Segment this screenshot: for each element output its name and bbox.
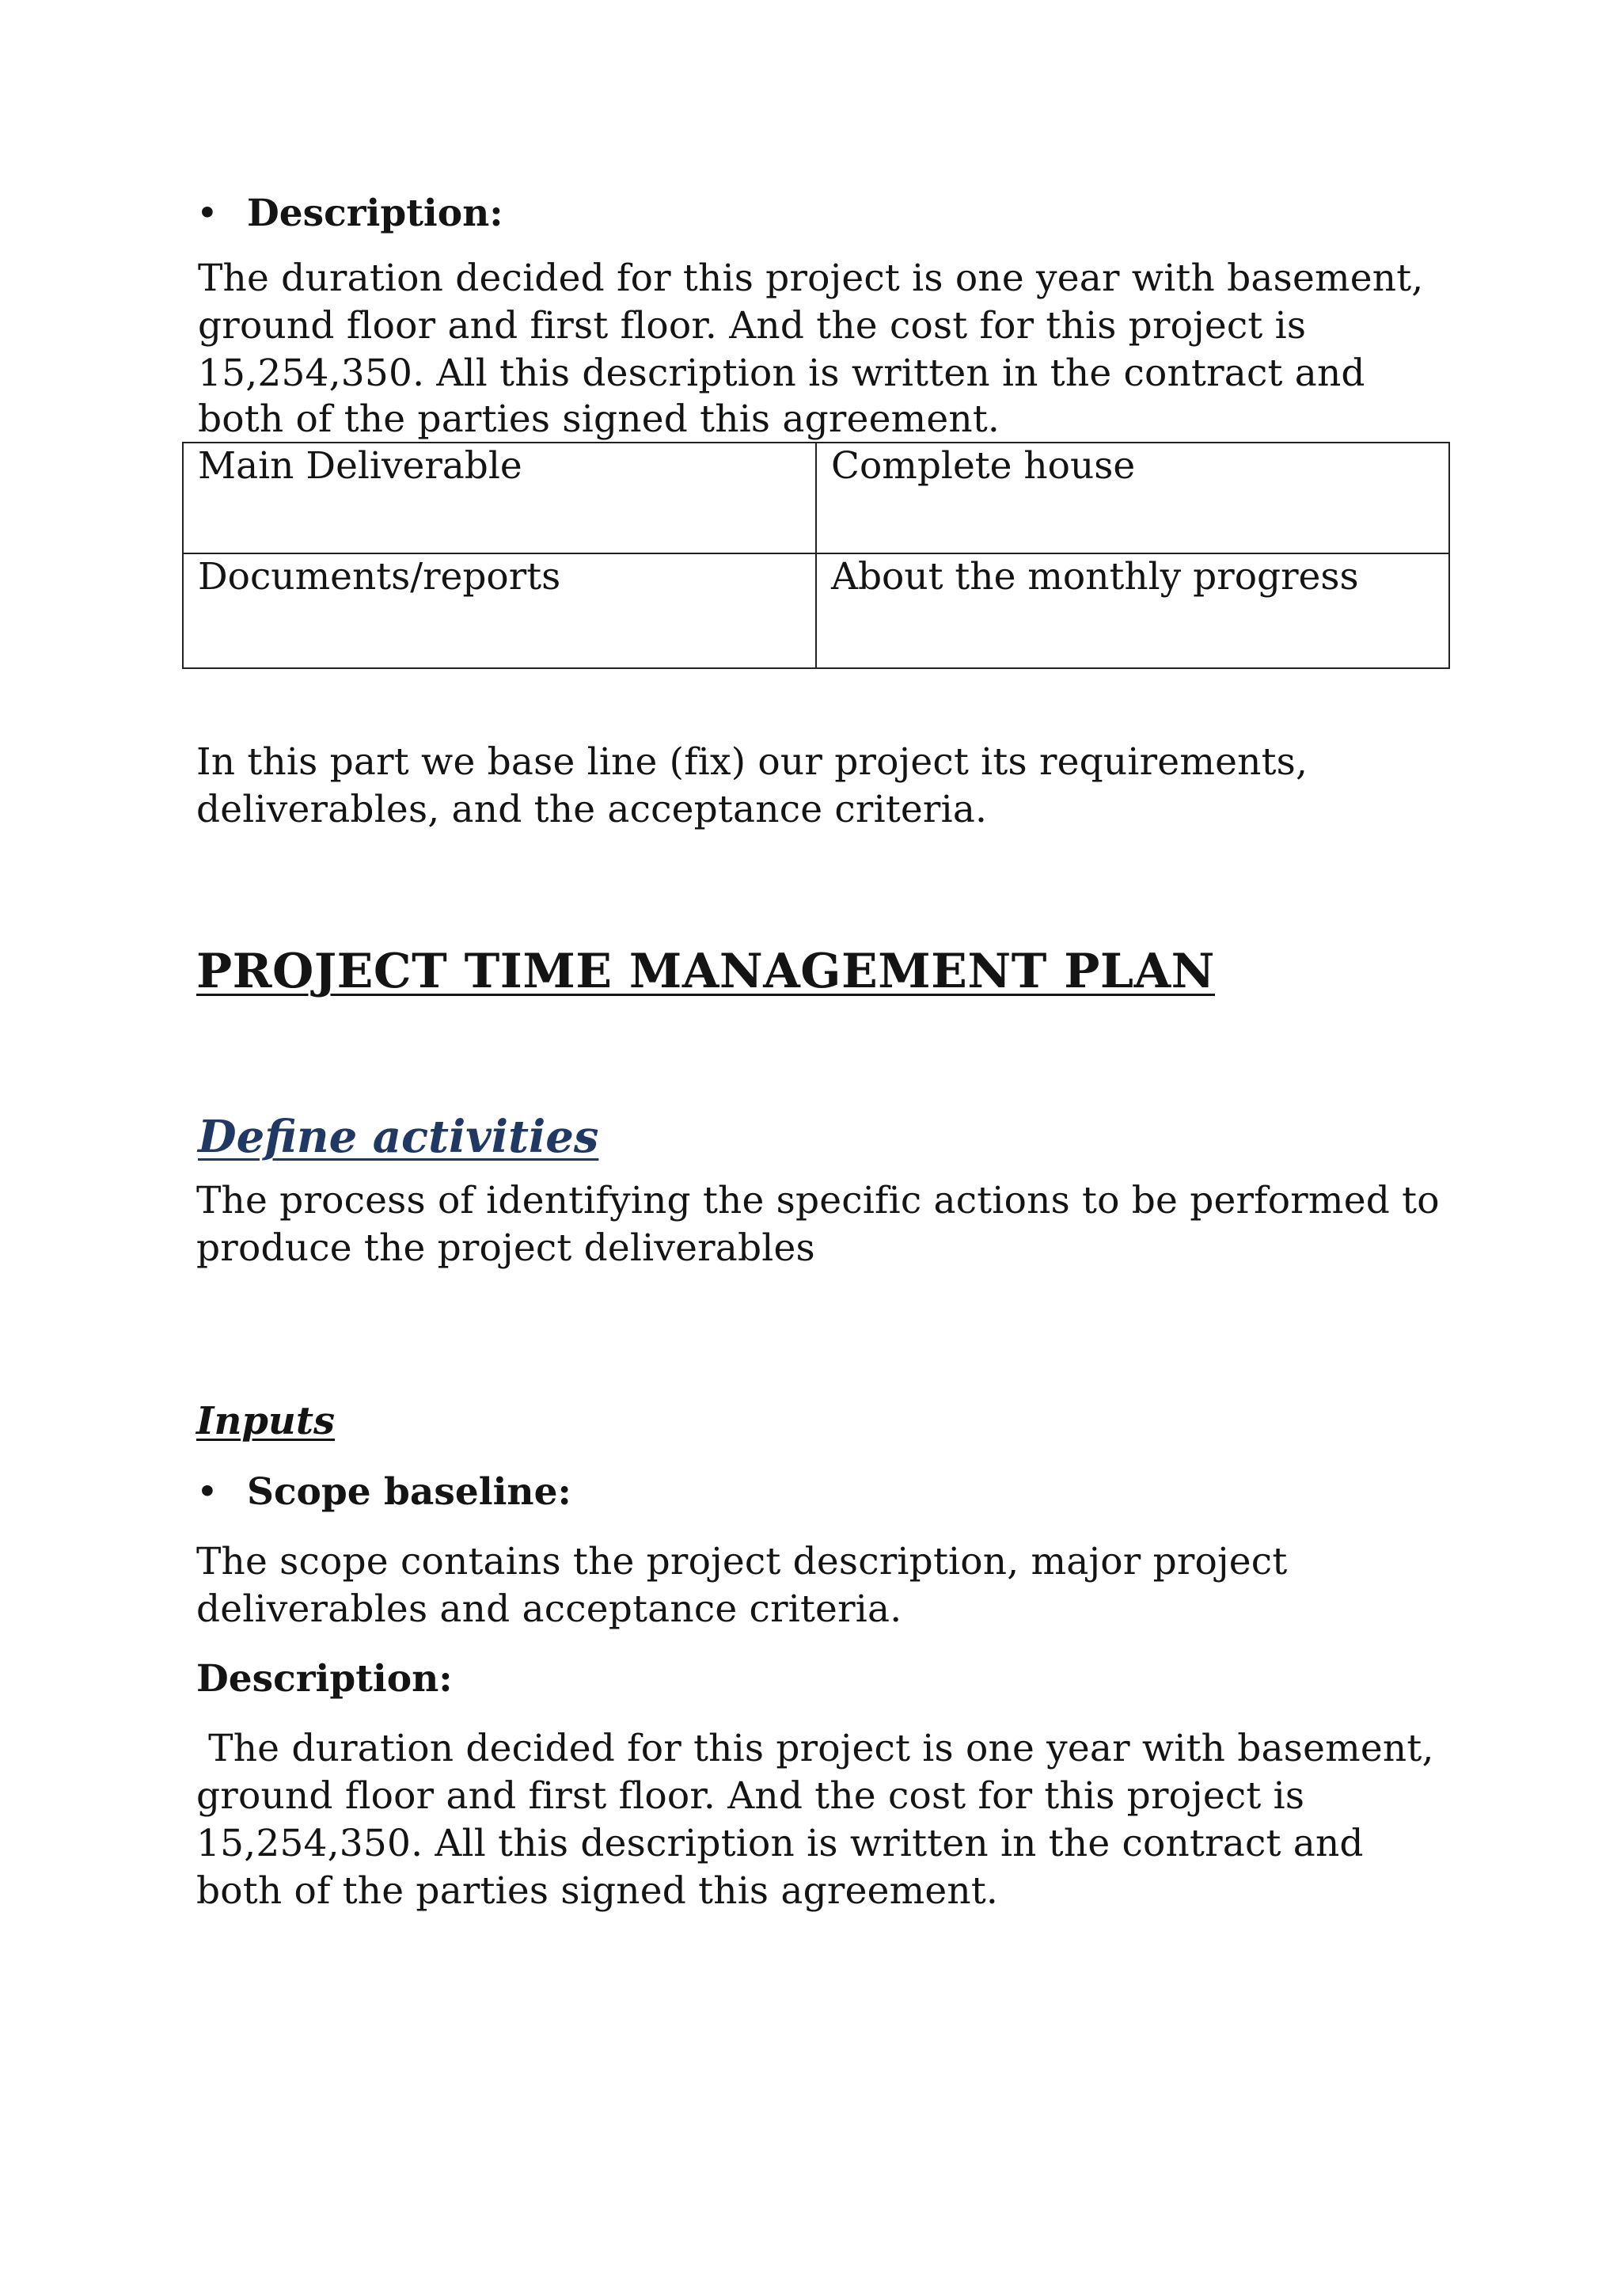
description-line: ground floor and first floor. And the cost for this project is	[198, 304, 1307, 348]
description-bullet	[193, 190, 1447, 238]
scope-line: deliverables and acceptance criteria.	[196, 1587, 902, 1631]
bullet-icon: •	[196, 192, 218, 235]
bullet-icon: •	[196, 1470, 218, 1514]
table-row	[183, 553, 1449, 668]
scope-paragraph	[196, 1538, 1447, 1633]
page-content	[196, 190, 1447, 1915]
table-row	[183, 443, 1449, 553]
baseline-line: In this part we base line (fix) our project its requirements,	[196, 740, 1308, 784]
deliverables-table	[182, 442, 1450, 669]
time-management-heading: PROJECT TIME MANAGEMENT PLAN	[196, 944, 1215, 999]
description-paragraph	[198, 255, 1447, 442]
table-cell: Complete house	[816, 443, 1449, 553]
description-line: The duration decided for this project is one year with basement,	[198, 257, 1424, 300]
inputs-description-line: 15,254,350. All this description is written in the contract and	[196, 1822, 1364, 1865]
description-line: both of the parties signed this agreement.	[198, 397, 1000, 441]
inputs-description-label: Description:	[196, 1657, 453, 1701]
inputs-heading: Inputs	[196, 1399, 336, 1443]
table-cell: About the monthly progress	[816, 553, 1449, 668]
define-activities-heading: Define activities	[198, 1111, 599, 1163]
description-line: 15,254,350. All this description is written in the contract and	[198, 352, 1365, 395]
scope-baseline-bullet	[193, 1469, 1447, 1516]
inputs-description-line: The duration decided for this project is one year with basement,	[196, 1727, 1434, 1770]
inputs-description-line: ground floor and first floor. And the cost for this project is	[196, 1774, 1305, 1818]
inputs-description-line: both of the parties signed this agreement.	[196, 1869, 999, 1913]
table-cell: Documents/reports	[183, 553, 816, 668]
define-activities-line: produce the project deliverables	[196, 1226, 815, 1270]
table-cell: Main Deliverable	[183, 443, 816, 553]
scope-baseline-label: Scope baseline:	[247, 1470, 571, 1514]
define-activities-line: The process of identifying the specific actions to be performed to	[196, 1179, 1440, 1222]
inputs-description-paragraph	[196, 1725, 1447, 1915]
baseline-line: deliverables, and the acceptance criteria.	[196, 788, 988, 831]
scope-line: The scope contains the project description, major project	[196, 1540, 1288, 1583]
description-label: Description:	[247, 192, 503, 235]
define-activities-paragraph	[196, 1177, 1447, 1272]
baseline-paragraph	[196, 739, 1447, 834]
